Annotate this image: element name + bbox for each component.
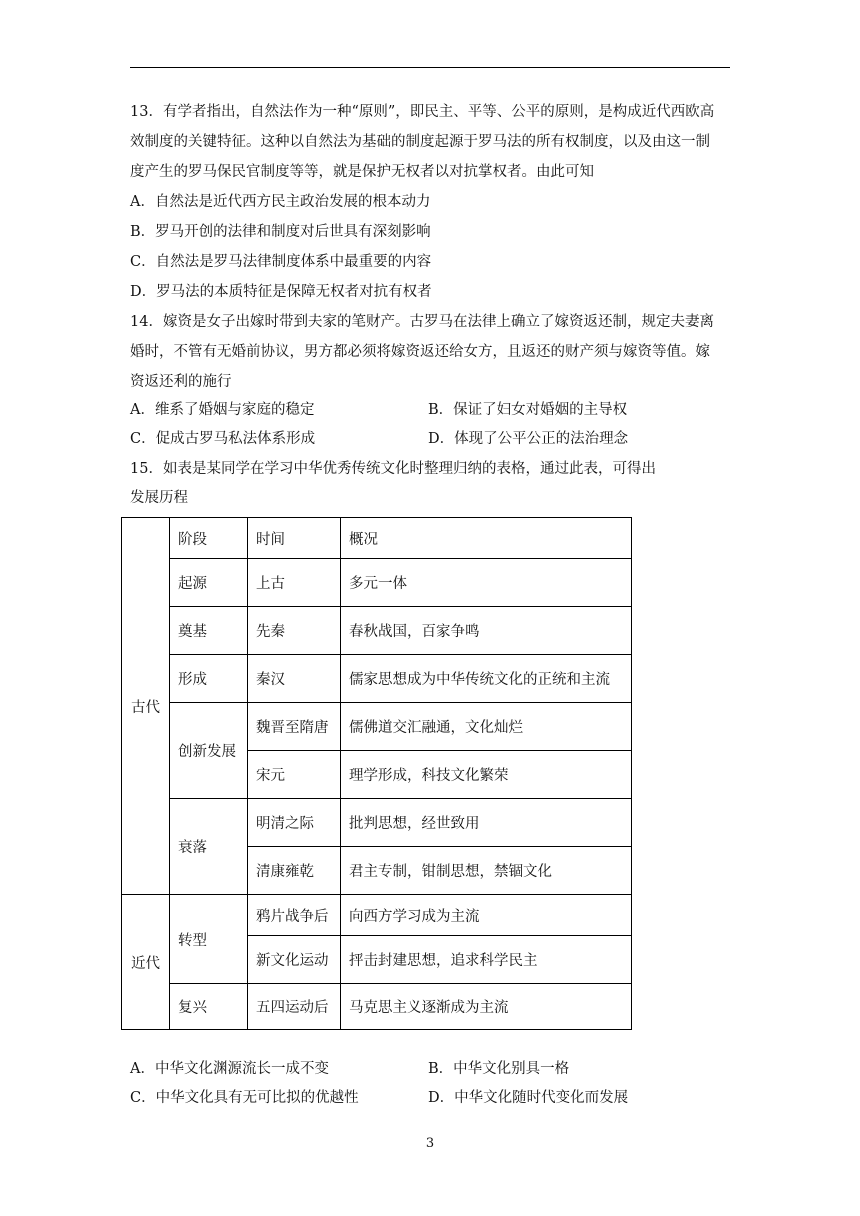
header-time: 时间	[248, 518, 341, 559]
q13-option-d: D．罗马法的本质特征是保障无权者对抗有权者	[130, 284, 432, 300]
table-header-row	[122, 518, 632, 559]
time-cell: 鸦片战争后	[248, 895, 341, 936]
stage-cell: 转型	[170, 895, 248, 984]
q14-option-b: B．保证了妇女对婚姻的主导权	[428, 402, 628, 418]
overview-cell: 理学形成，科技文化繁荣	[341, 751, 632, 799]
table-row	[122, 984, 632, 1030]
q15-option-c: C．中华文化具有无可比拟的优越性	[130, 1090, 359, 1106]
stage-cell: 衰落	[170, 799, 248, 895]
era-modern: 近代	[122, 895, 170, 1030]
q15-option-b: B．中华文化别具一格	[428, 1061, 570, 1077]
overview-cell: 批判思想，经世致用	[341, 799, 632, 847]
q13-stem-line-1: 13．有学者指出，自然法作为一种“原则”，即民主、平等、公平的原则，是构成近代西欧高	[130, 104, 715, 120]
stage-cell: 形成	[170, 655, 248, 703]
q13-stem-line-3: 度产生的罗马保民官制度等等，就是保护无权者以对抗掌权者。由此可知	[130, 164, 594, 180]
time-cell: 明清之际	[248, 799, 341, 847]
stage-cell: 复兴	[170, 984, 248, 1030]
header-stage: 阶段	[170, 518, 248, 559]
time-cell: 上古	[248, 559, 341, 607]
culture-history-table	[121, 517, 632, 1030]
time-cell: 清康雍乾	[248, 847, 341, 895]
time-cell: 先秦	[248, 607, 341, 655]
q14-option-c: C．促成古罗马私法体系形成	[130, 431, 316, 447]
stage-cell: 奠基	[170, 607, 248, 655]
overview-cell: 多元一体	[341, 559, 632, 607]
time-cell: 魏晋至隋唐	[248, 703, 341, 751]
time-cell: 新文化运动	[248, 936, 341, 984]
overview-cell: 向西方学习成为主流	[341, 895, 632, 936]
page-number: 3	[425, 1136, 435, 1151]
table-row	[122, 607, 632, 655]
q14-option-a: A．维系了婚姻与家庭的稳定	[130, 402, 315, 418]
overview-cell: 儒佛道交汇融通，文化灿烂	[341, 703, 632, 751]
q14-option-d: D．体现了公平公正的法治理念	[428, 431, 629, 447]
table-row	[122, 655, 632, 703]
q14-stem-line-3: 资返还利的施行	[130, 374, 232, 390]
q15-stem-line-2: 发展历程	[130, 490, 188, 506]
q14-stem-line-2: 婚时，不管有无婚前协议，男方都必须将嫁资返还给女方，且返还的财产须与嫁资等值。嫁	[130, 344, 710, 360]
q15-option-a: A．中华文化渊源流长一成不变	[130, 1061, 329, 1077]
q13-option-a: A．自然法是近代西方民主政治发展的根本动力	[130, 194, 431, 210]
era-ancient: 古代	[122, 518, 170, 895]
q15-stem-line-1: 15．如表是某同学在学习中华优秀传统文化时整理归纳的表格，通过此表，可得出	[130, 461, 656, 477]
overview-cell: 马克思主义逐渐成为主流	[341, 984, 632, 1030]
time-cell: 宋元	[248, 751, 341, 799]
table-row	[122, 559, 632, 607]
time-cell: 秦汉	[248, 655, 341, 703]
overview-cell: 君主专制，钳制思想，禁锢文化	[341, 847, 632, 895]
q13-option-b: B．罗马开创的法律和制度对后世具有深刻影响	[130, 224, 431, 240]
time-cell: 五四运动后	[248, 984, 341, 1030]
overview-cell: 抨击封建思想，追求科学民主	[341, 936, 632, 984]
q13-option-c: C．自然法是罗马法律制度体系中最重要的内容	[130, 254, 432, 270]
q13-stem-line-2: 效制度的关键特征。这种以自然法为基础的制度起源于罗马法的所有权制度，以及由这一制	[130, 134, 710, 150]
header-rule	[130, 67, 730, 68]
overview-cell: 春秋战国，百家争鸣	[341, 607, 632, 655]
table-row	[122, 799, 632, 847]
stage-cell: 起源	[170, 559, 248, 607]
stage-cell: 创新发展	[170, 703, 248, 799]
table-row	[122, 703, 632, 751]
table-row	[122, 895, 632, 936]
overview-cell: 儒家思想成为中华传统文化的正统和主流	[341, 655, 632, 703]
q14-stem-line-1: 14．嫁资是女子出嫁时带到夫家的笔财产。古罗马在法律上确立了嫁资返还制，规定夫妻离	[130, 314, 714, 330]
header-overview: 概况	[341, 518, 632, 559]
q15-option-d: D．中华文化随时代变化而发展	[428, 1090, 629, 1106]
